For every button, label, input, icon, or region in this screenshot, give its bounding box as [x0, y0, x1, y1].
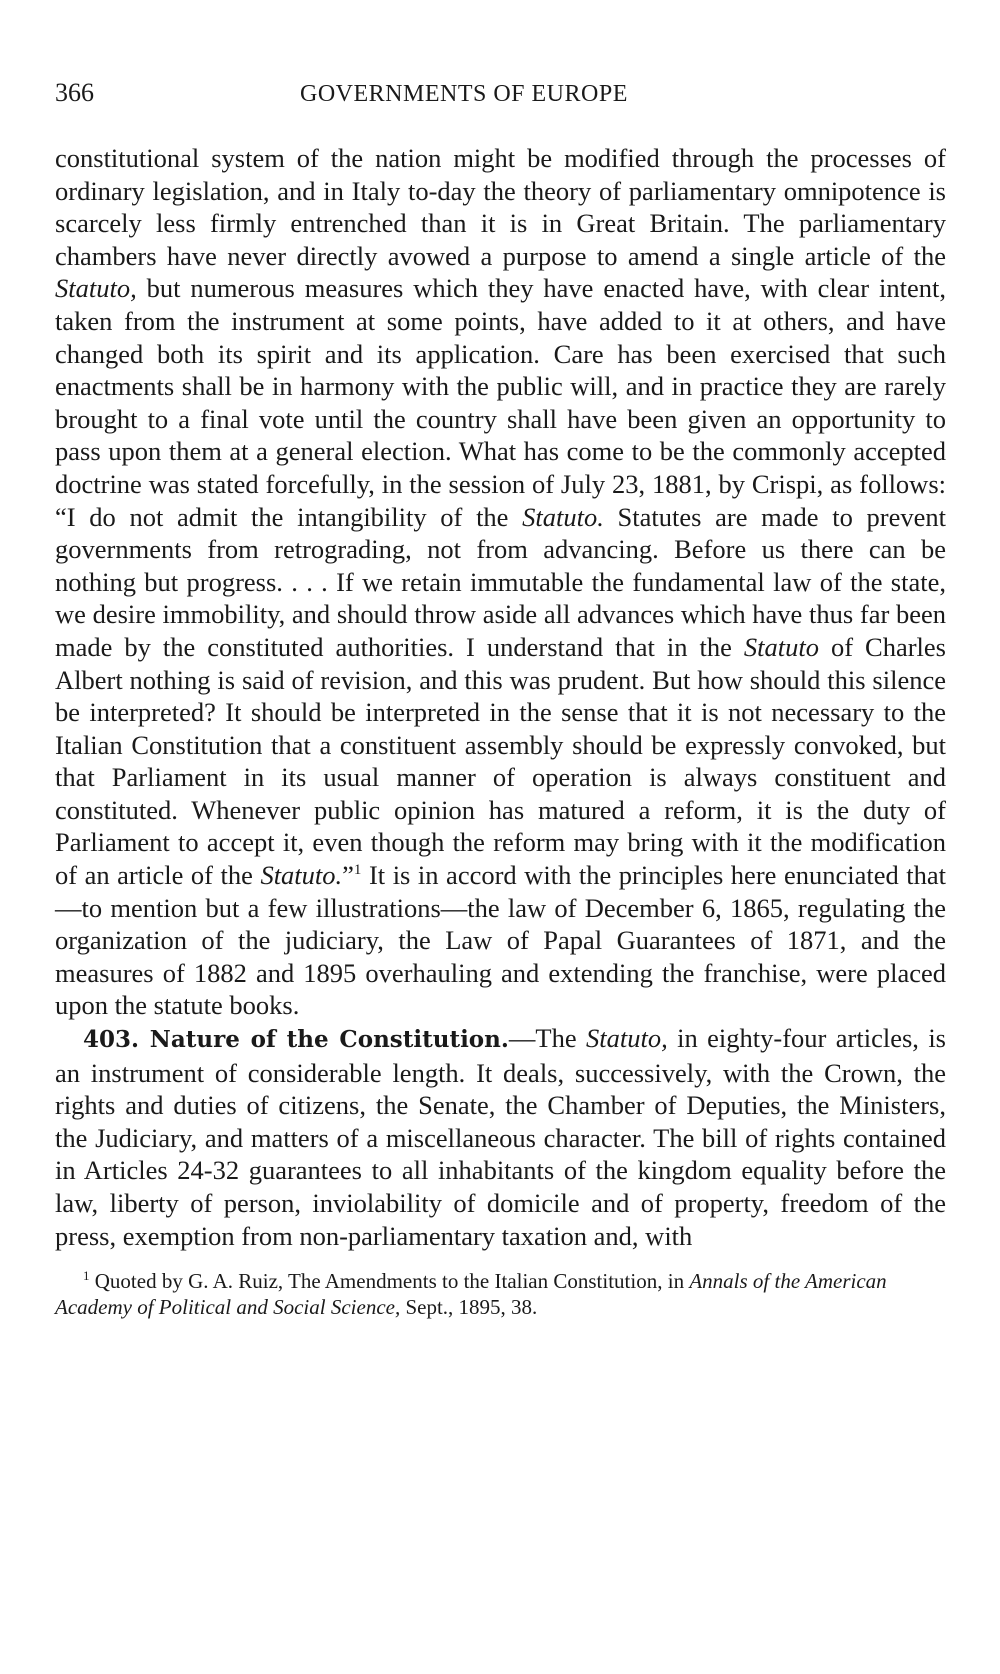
- page-header: [55, 78, 946, 118]
- italic-statuto: Statuto.: [522, 501, 604, 532]
- text-run: of Charles Albert nothing is said of revision, and this was prudent. But how should this silence be interpreted? It should be interpreted in the sense that it is not necessary to the Italian Constitution that a constituent assembly should be expressly convoked, but that Parliament in its usual manner of operation is always constituent and constituted. Whenever public opinion has matured a reform, it is the duty of Parliament to accept it, even though the reform may bring with it the modification of an article of the: [55, 631, 946, 891]
- italic-statuto: Statuto.: [260, 860, 343, 891]
- text-run: in eighty-four articles, is an instrument of considerable length. It deals, successively, with the Crown, the rights and duties of citizens, the Senate, the Chamber of Deputies, the Ministers, the Judiciary, and matters of a miscellaneous character. The bill of rights contained in Articles 24-32 guarantees to all inhabitants of the kingdom equality before the law, liberty of person, inviolability of domicile and of property, freedom of the press, exemption from non-parliamentary taxation and, with: [55, 1023, 946, 1251]
- footnote-journal-title: Annals of the American Academy of Political and Social Science,: [55, 1269, 887, 1320]
- running-head: GOVERNMENTS OF EUROPE: [300, 81, 628, 107]
- italic-statuto: Statuto,: [55, 273, 137, 304]
- footnote-text: Sept., 1895, 38.: [400, 1295, 538, 1320]
- page-number: 366: [55, 78, 94, 107]
- text-run: constitutional system of the nation might be modified through the processes of ordinary legislation, and in Italy to-day the theory of parliamentary omnipotence is scarcely less firmly entrenched than it is in Great Britain. The parliamentary chambers have never directly avowed a purpose to amend a single article of the: [55, 143, 946, 271]
- closing-quote: ”: [342, 860, 354, 891]
- section-heading: 403. Nature of the Constitution.: [83, 1026, 509, 1054]
- footnote: [55, 1268, 946, 1320]
- footnote-text: Quoted by G. A. Ruiz, The Amendments to the Italian Constitution, in: [89, 1269, 690, 1294]
- text-run: —The: [508, 1023, 586, 1054]
- body-text: [55, 142, 946, 1252]
- footnote-mark: 1: [83, 1268, 90, 1284]
- text-run: but numerous measures which they have enacted have, with clear intent, taken from the instrument at some points, have added to it at others, and have changed both its spirit and its application. Care has been exercised that such enactments shall be in harmony with the public will, and in practice they are rarely brought to a final vote until the country shall have been given an opportunity to pass upon them at a general election. What has come to be the commonly accepted doctrine was stated forcefully, in the session of July 23, 1881, by Crispi, as follows: “I do not admit the intangibility of the: [55, 273, 946, 532]
- text-run: Statutes are made to prevent governments from retrograding, not from advancing. Before us there can be nothing but progress. . . . If we retain immutable the fundamental law of the state, we desire immobility, and should throw aside all advances which have thus far been made by the constituted authorities. I understand that in the: [55, 501, 946, 662]
- text-run: It is in accord with the principles here enunciated that—to mention but a few illustrations—the law of December 6, 1865, regulating the organization of the judiciary, the Law of Papal Guarantees of 1871, and the measures of 1882 and 1895 overhauling and extending the franchise, were placed upon the statute books.: [55, 860, 946, 1021]
- paragraph-constitutional-system: [55, 142, 946, 1022]
- paragraph-nature-of-constitution: [55, 1022, 946, 1252]
- italic-statuto: Statuto,: [586, 1023, 668, 1054]
- footnote-reference[interactable]: 1: [353, 862, 362, 879]
- italic-statuto: Statuto: [743, 631, 819, 662]
